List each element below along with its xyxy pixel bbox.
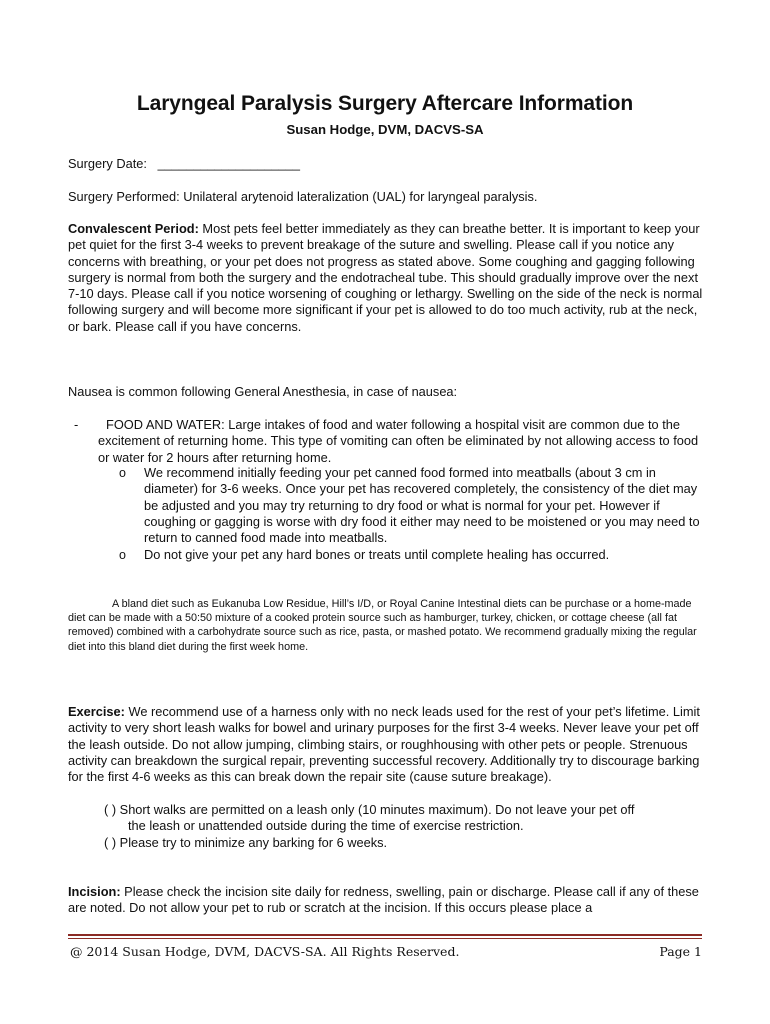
checkbox-marker: ( ) [104,802,117,817]
check-text: Short walks are permitted on a leash only (10 minutes maximum). Do not leave your pet off [119,802,635,817]
sub-bullet-mark: o [119,548,126,562]
nausea-intro: Nausea is common following General Anesthesia, in case of nausea: [68,384,458,399]
incision-heading: Incision: [68,884,121,899]
footer-rule-thin [68,938,702,939]
footer-copyright: @ 2014 Susan Hodge, DVM, DACVS-SA. All Rights Reserved. [70,944,460,959]
page-title: Laryngeal Paralysis Surgery Aftercare Information [136,92,634,115]
page-number: Page 1 [659,944,702,959]
author-line: Susan Hodge, DVM, DACVS-SA [286,122,484,137]
surgery-date-field [68,156,300,172]
exercise-paragraph [68,704,708,785]
meatball-item: We recommend initially feeding your pet canned food formed into meatballs (about 3 cm in diameter) for 3-6 weeks. Once your pet has recovered completely, the consistency of the diet may be adjusted and you may try returning to dry food or what is normal for your pet. However if coughing or gagging is worse with dry food it either may need to be moistened or you may need to return to canned food made into meatballs. [144,465,700,546]
convalescent-heading: Convalescent Period: [68,221,199,236]
checkbox-marker: ( ) [104,835,117,850]
exercise-text: We recommend use of a harness only with no neck leads used for the rest of your pet’s lifetime. Limit activity to very short leash walks for bowel and urinary purposes for the first 3-4 weeks. Never leave your pet off the leash outside. Do not allow jumping, climbing stairs, or roughhousing with other pets or people. Strenuous activity can breakdown the surgical repair, preventing successful recovery. Additionally try to discourage barking for the first 4-6 weeks as this can break down the repair site (cause suture breakage). [68,704,700,785]
exercise-check-item [104,835,704,851]
exercise-check-item [104,802,704,835]
convalescent-text: Most pets feel better immediately as they can breathe better. It is important to keep your pet quiet for the first 3-4 weeks to prevent breakage of the suture and swelling. Please call if you notice any concerns with breathing, or your pet does not progress as stated above. Some coughing and gagging following surgery is normal from both the surgery and the endotracheal tube. This should gradually improve over the next 7-10 days. Please call if you notice worsening of coughing or lethargy. Swelling on the side of the neck is normal following surgery and will become more significant if your pet is allowed to do too much activity, rub at the neck, or bark. Please call if you have concerns. [68,221,703,334]
convalescent-paragraph [68,221,708,335]
bland-diet-paragraph: A bland diet such as Eukanuba Low Residue, Hill’s I/D, or Royal Canine Intestinal diets can be purchase or a home-made diet can be made with a 50:50 mixture of a cooked protein source such as hamburger, turkey, chicken, or cottage cheese (all fat removed) combined with a carbohydrate source such as rice, pasta, or mashed potato. We recommend gradually mixing the regular diet into this bland diet during the first week home. [68,598,697,653]
bones-item: Do not give your pet any hard bones or treats until complete healing has occurred. [144,547,610,562]
surgery-date-label: Surgery Date: [68,156,147,171]
incision-paragraph [68,884,708,917]
footer-rule [68,934,702,936]
food-water-item: FOOD AND WATER: Large intakes of food and water following a hospital visit are common due to the excitement of returning home. This type of vomiting can often be eliminated by not allowing access to food or water for 2 hours after returning home. [98,417,699,465]
sub-bullet-mark: o [119,466,126,480]
incision-text: Please check the incision site daily for redness, swelling, pain or discharge. Please call if any of these are noted. Do not allow your pet to rub or scratch at the incision. If this occurs please place a [68,884,699,916]
surgery-performed: Surgery Performed: Unilateral arytenoid lateralization (UAL) for laryngeal paralysis. [68,189,538,204]
check-text: Please try to minimize any barking for 6 weeks. [119,835,388,850]
surgery-date-blank: ____________________ [157,156,300,171]
exercise-heading: Exercise: [68,704,125,719]
check-text-continued: the leash or unattended outside during the time of exercise restriction. [128,818,524,834]
bullet-dash: - [74,417,79,432]
